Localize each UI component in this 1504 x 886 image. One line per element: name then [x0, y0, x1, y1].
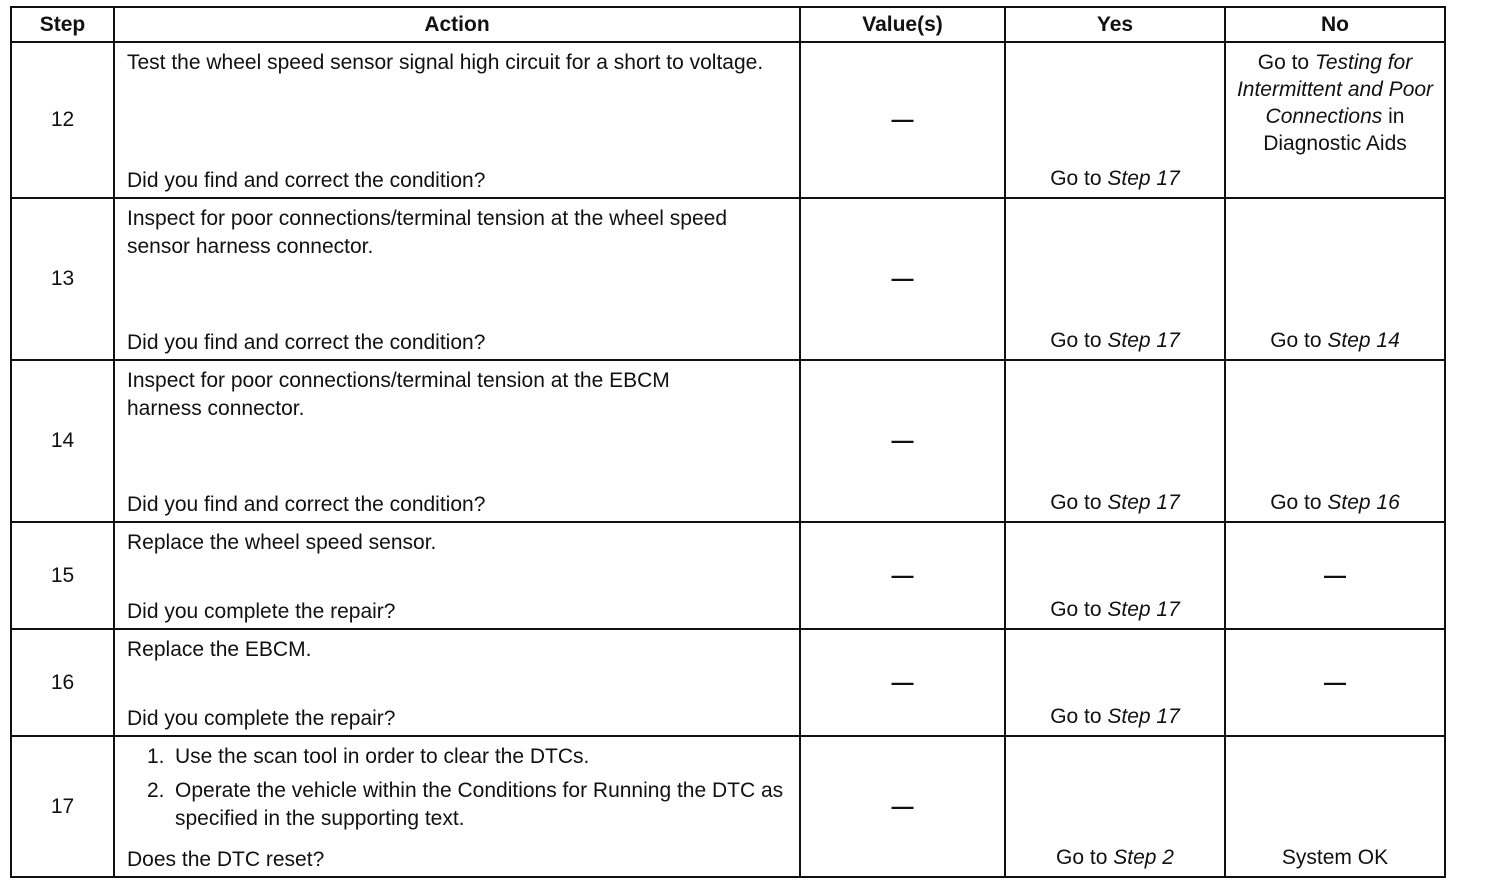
step-number: 13: [11, 198, 114, 360]
value-dash: —: [891, 265, 914, 291]
list-item: [147, 743, 787, 771]
yes-step-link[interactable]: Step 17: [1107, 166, 1180, 190]
step-number: 12: [11, 42, 114, 198]
header-action: Action: [114, 7, 800, 42]
action-cell: [114, 42, 800, 198]
yes-goto: [1006, 491, 1224, 515]
no-dash: —: [1324, 562, 1346, 588]
value-cell: [800, 42, 1005, 198]
action-text: Inspect for poor connections/terminal tension at the wheel speed sensor harness connector.: [127, 206, 728, 258]
no-goto: [1226, 43, 1444, 157]
yes-goto: [1006, 329, 1224, 353]
table-row: [11, 522, 1445, 629]
action-text: Test the wheel speed sensor signal high circuit for a short to voltage.: [127, 51, 764, 74]
no-result: System OK: [1281, 846, 1389, 869]
no-cell: [1225, 629, 1445, 737]
action-question: Did you find and correct the condition?: [127, 168, 486, 192]
table-row: [11, 198, 1445, 360]
value-dash: —: [891, 669, 914, 695]
goto-prefix: Go to: [1050, 491, 1108, 515]
no-cell: [1225, 522, 1445, 629]
value-dash: —: [891, 562, 914, 588]
header-row: [11, 7, 1445, 42]
no-cell: [1225, 360, 1445, 523]
yes-step-link[interactable]: Step 17: [1107, 705, 1180, 729]
no-step-link[interactable]: Step 14: [1327, 328, 1400, 352]
action-cell: [114, 629, 800, 737]
action-text: Replace the EBCM.: [127, 637, 312, 661]
value-cell: [800, 198, 1005, 360]
action-text: Inspect for poor connections/terminal tension at the EBCM harness connector.: [127, 368, 670, 420]
table-row: [11, 629, 1445, 737]
goto-prefix: Go to: [1056, 846, 1114, 869]
yes-cell: [1005, 629, 1225, 737]
no-dash: —: [1324, 669, 1346, 695]
no-step-link[interactable]: Step 16: [1327, 491, 1400, 515]
yes-cell: [1005, 42, 1225, 198]
value-dash: —: [891, 427, 914, 453]
value-cell: [800, 629, 1005, 737]
goto-prefix: Go to: [1050, 597, 1108, 621]
value-cell: [800, 522, 1005, 629]
table-row: [11, 736, 1445, 877]
value-dash: —: [891, 106, 914, 132]
yes-cell: [1005, 198, 1225, 360]
goto-prefix: Go to: [1050, 166, 1108, 190]
no-goto: [1226, 491, 1444, 515]
goto-prefix: Go to: [1270, 491, 1328, 515]
step-number: 14: [11, 360, 114, 523]
no-cell: [1225, 198, 1445, 360]
yes-goto: [1006, 705, 1224, 729]
action-cell: [114, 198, 800, 360]
yes-step-link[interactable]: Step 2: [1113, 846, 1174, 869]
step-number: 17: [11, 736, 114, 877]
list-item-text: Use the scan tool in order to clear the DTCs.: [175, 745, 590, 769]
yes-goto: [1006, 598, 1224, 622]
table-row: [11, 42, 1445, 198]
no-cell: [1225, 736, 1445, 877]
action-question: Did you complete the repair?: [127, 707, 396, 731]
yes-goto: [1006, 167, 1224, 191]
diagnostic-table: [10, 6, 1446, 878]
yes-cell: [1005, 736, 1225, 877]
action-cell: [114, 736, 800, 877]
action-cell: [114, 522, 800, 629]
goto-prefix: Go to: [1050, 328, 1108, 352]
step-number: 15: [11, 522, 114, 629]
action-question: Does the DTC reset?: [127, 848, 325, 871]
list-item-number: 2.: [147, 779, 165, 803]
list-item-text: Operate the vehicle within the Conditions for Running the DTC as specified in the supporting text.: [175, 779, 784, 831]
yes-cell: [1005, 360, 1225, 523]
action-question: Did you complete the repair?: [127, 599, 396, 623]
header-values: Value(s): [800, 7, 1005, 42]
list-item-number: 1.: [147, 745, 165, 769]
goto-prefix: Go to: [1257, 51, 1315, 74]
action-question: Did you find and correct the condition?: [127, 330, 486, 354]
no-goto: [1226, 329, 1444, 353]
no-cell: [1225, 42, 1445, 198]
value-cell: [800, 736, 1005, 877]
header-step: Step: [11, 7, 114, 42]
goto-prefix: Go to: [1270, 328, 1328, 352]
yes-step-link[interactable]: Step 17: [1107, 491, 1180, 515]
action-text: Replace the wheel speed sensor.: [127, 531, 437, 555]
no-link[interactable]: Testing for Intermittent and Poor Connections: [1236, 51, 1434, 128]
goto-prefix: Go to: [1050, 705, 1108, 729]
yes-step-link[interactable]: Step 17: [1107, 328, 1180, 352]
table-row: [11, 360, 1445, 523]
list-item: [147, 777, 787, 833]
yes-step-link[interactable]: Step 17: [1107, 597, 1180, 621]
yes-goto: [1006, 846, 1224, 870]
yes-cell: [1005, 522, 1225, 629]
action-cell: [114, 360, 800, 523]
value-cell: [800, 360, 1005, 523]
header-yes: Yes: [1005, 7, 1225, 42]
action-question: Did you find and correct the condition?: [127, 493, 486, 517]
header-no: No: [1225, 7, 1445, 42]
action-steps-list: [115, 737, 799, 833]
goto-suffix: in Diagnostic Aids: [1263, 105, 1407, 155]
step-number: 16: [11, 629, 114, 737]
value-dash: —: [891, 793, 914, 819]
